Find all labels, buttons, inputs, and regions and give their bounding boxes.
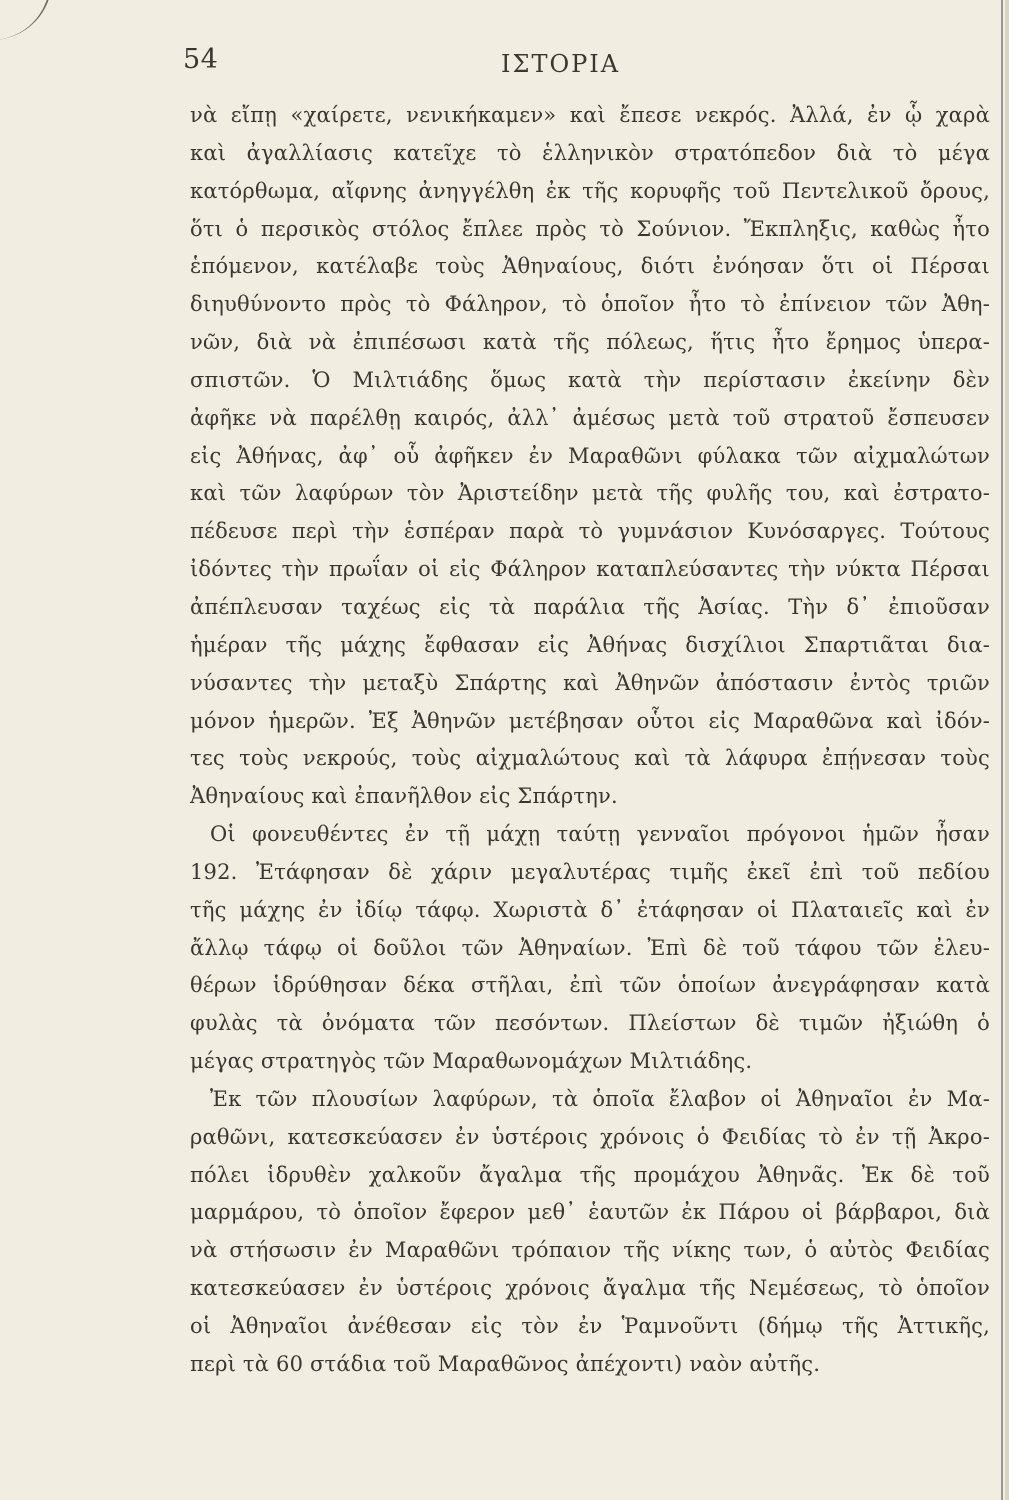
- text-line: καὶ τῶν λαφύρων τὸν Ἀριστείδην μετὰ τῆς φυλῆς του, καὶ ἐστρατο-: [190, 481, 990, 506]
- text-line: ἰδόντες τὴν πρωΐαν οἱ εἰς Φάληρον καταπλεύσαντες τὴν νύκτα Πέρσαι: [190, 557, 990, 582]
- text-line: ἑπόμενον, κατέλαβε τοὺς Ἀθηναίους, διότι ἐνόησαν ὅτι οἱ Πέρσαι: [190, 254, 990, 279]
- text-line: τες τοὺς νεκρούς, τοὺς αἰχμαλώτους καὶ τὰ λάφυρα ἐπῄνεσαν τοὺς: [190, 746, 990, 771]
- page-number: 54: [183, 44, 219, 75]
- body-text: [190, 97, 990, 1384]
- text-line: ὅτι ὁ περσικὸς στόλος ἔπλεε πρὸς τὸ Σούνιον. Ἔκπληξις, καθὼς ἦτο: [190, 216, 990, 241]
- text-line: ἀπέπλευσαν ταχέως εἰς τὰ παράλια τῆς Ἀσίας. Τὴν δ᾽ ἐπιοῦσαν: [190, 594, 990, 619]
- text-line: μέγας στρατηγὸς τῶν Μαραθωνομάχων Μιλτιάδης.: [190, 1049, 753, 1074]
- text-line: νὰ εἴπῃ «χαίρετε, νενικήκαμεν» καὶ ἔπεσε νεκρός. Ἀλλά, ἐν ᾧ χαρὰ: [190, 103, 990, 127]
- page-header: [183, 44, 995, 84]
- text-line: νῶν, διὰ νὰ ἐπιπέσωσι κατὰ τῆς πόλεως, ἥτις ἦτο ἔρημος ὑπερα-: [190, 330, 990, 355]
- page-edge-shadow: [1005, 0, 1009, 1500]
- text-line: ραθῶνι, κατεσκεύασεν ἐν ὑστέροις χρόνοις ὁ Φειδίας τὸ ἐν τῇ Ἀκρο-: [190, 1124, 990, 1149]
- page-corner-fold: [0, 0, 52, 40]
- text-line: περὶ τὰ 60 στάδια τοῦ Μαραθῶνος ἀπέχοντι) ναὸν αὐτῆς.: [190, 1351, 821, 1376]
- text-line: διηυθύνοντο πρὸς τὸ Φάληρον, τὸ ὁποῖον ἦτο τὸ ἐπίνειον τῶν Ἀθη-: [190, 292, 990, 317]
- text-line: καὶ ἀγαλλίασις κατεῖχε τὸ ἑλληνικὸν στρατόπεδον διὰ τὸ μέγα: [190, 140, 990, 165]
- text-line: ἄλλῳ τάφῳ οἱ δοῦλοι τῶν Ἀθηναίων. Ἐπὶ δὲ τοῦ τάφου τῶν ἐλευ-: [190, 935, 990, 960]
- page-edge-line: [1001, 0, 1003, 1500]
- text-line: μόνον ἡμερῶν. Ἐξ Ἀθηνῶν μετέβησαν οὗτοι εἰς Μαραθῶνα καὶ ἰδόν-: [190, 708, 990, 733]
- text-line: τῆς μάχης ἐν ἰδίῳ τάφῳ. Χωριστὰ δ᾽ ἐτάφησαν οἱ Πλαταιεῖς καὶ ἐν: [190, 897, 990, 922]
- text-line: πόλει ἱδρυθὲν χαλκοῦν ἄγαλμα τῆς προμάχου Ἀθηνᾶς. Ἐκ δὲ τοῦ: [190, 1162, 990, 1187]
- text-line: Ἀθηναίους καὶ ἐπανῆλθον εἰς Σπάρτην.: [190, 784, 618, 809]
- text-line: Ἐκ τῶν πλουσίων λαφύρων, τὰ ὁποῖα ἔλαβον οἱ Ἀθηναῖοι ἐν Μα-: [210, 1086, 990, 1111]
- running-title: ΙΣΤΟΡΙΑ: [501, 50, 621, 78]
- text-line: εἰς Ἀθήνας, ἀφ᾽ οὗ ἀφῆκεν ἐν Μαραθῶνι φύλακα τῶν αἰχμαλώτων: [190, 443, 990, 468]
- text-line: ἡμέραν τῆς μάχης ἔφθασαν εἰς Ἀθήνας δισχίλιοι Σπαρτιᾶται δια-: [190, 632, 990, 657]
- text-line: σπιστῶν. Ὁ Μιλτιάδης ὅμως κατὰ τὴν περίστασιν ἐκείνην δὲν: [190, 367, 990, 392]
- text-line: μαρμάρου, τὸ ὁποῖον ἔφερον μεθ᾽ ἑαυτῶν ἐκ Πάρου οἱ βάρβαροι, διὰ: [190, 1200, 990, 1225]
- text-line: οἱ Ἀθηναῖοι ἀνέθεσαν εἰς τὸν ἐν Ῥαμνοῦντι (δήμῳ τῆς Ἀττικῆς,: [190, 1314, 990, 1338]
- text-line: νὰ στήσωσιν ἐν Μαραθῶνι τρόπαιον τῆς νίκης των, ὁ αὐτὸς Φειδίας: [190, 1238, 990, 1263]
- text-line: Οἱ φονευθέντες ἐν τῇ μάχῃ ταύτῃ γενναῖοι πρόγονοι ἡμῶν ἦσαν: [210, 822, 990, 847]
- text-line: 192. Ἐτάφησαν δὲ χάριν μεγαλυτέρας τιμῆς ἐκεῖ ἐπὶ τοῦ πεδίου: [190, 859, 990, 884]
- text-line: κατόρθωμα, αἴφνης ἀνηγγέλθη ἐκ τῆς κορυφῆς τοῦ Πεντελικοῦ ὄρους,: [190, 178, 990, 203]
- text-line: φυλὰς τὰ ὀνόματα τῶν πεσόντων. Πλείστων δὲ τιμῶν ἠξιώθη ὁ: [190, 1011, 990, 1036]
- text-line: ἀφῆκε νὰ παρέλθῃ καιρός, ἀλλ᾽ ἀμέσως μετὰ τοῦ στρατοῦ ἔσπευσεν: [190, 405, 990, 430]
- text-line: νύσαντες τὴν μεταξὺ Σπάρτης καὶ Ἀθηνῶν ἀπόστασιν ἐντὸς τριῶν: [190, 670, 990, 695]
- text-line: πέδευσε περὶ τὴν ἑσπέραν παρὰ τὸ γυμνάσιον Κυνόσαργες. Τούτους: [190, 519, 990, 544]
- text-line: κατεσκεύασεν ἐν ὑστέροις χρόνοις ἄγαλμα τῆς Νεμέσεως, τὸ ὁποῖον: [190, 1276, 990, 1301]
- text-line: θέρων ἱδρύθησαν δέκα στῆλαι, ἐπὶ τῶν ὁποίων ἀνεγράφησαν κατὰ: [190, 973, 990, 998]
